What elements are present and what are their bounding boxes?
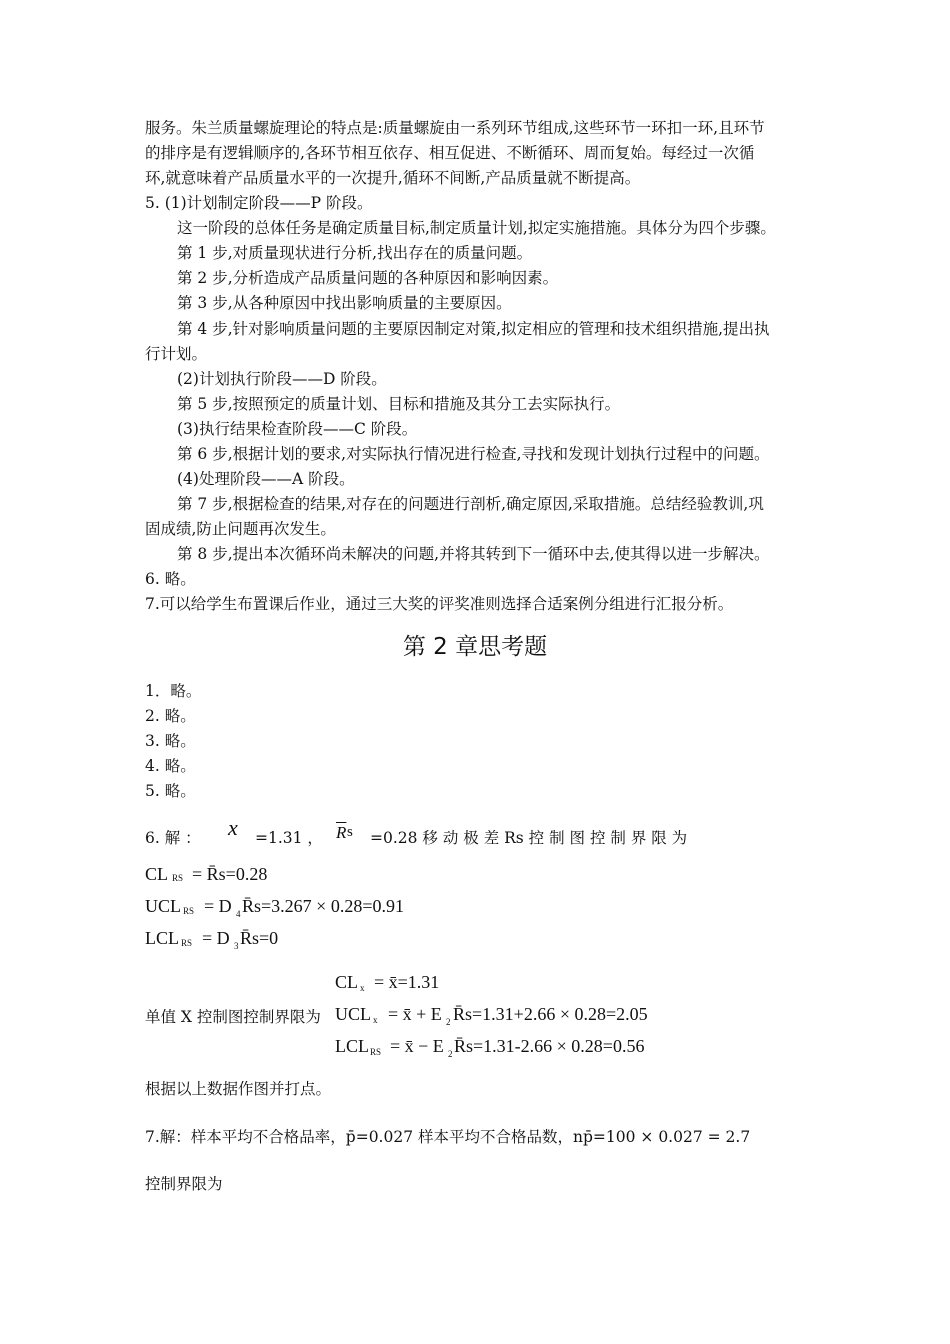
cl-x-label: CL [335, 972, 359, 992]
q6-lead: 6. 解 ： [145, 829, 201, 847]
lcl-x-formula: = x̄ − E [390, 1036, 444, 1056]
ucl-x-result: R̄s=1.31+2.66 × 0.28=2.05 [453, 1004, 648, 1024]
ucl-rs-d-sub: 4 [236, 909, 241, 919]
lcl-rs-label: LCL [145, 928, 179, 948]
answer-item: 4. 略。 [145, 757, 196, 775]
q6-r-value: =0.28 移 动 极 差 Rs 控 制 图 控 制 界 限 为 [370, 829, 688, 847]
ucl-x-label: UCL [335, 1004, 371, 1024]
single-x-label: 单值 X 控制图控制界限为 [145, 1008, 321, 1026]
cl-x-formula: = x̄=1.31 [374, 972, 440, 992]
q5-wrap: 行计划。 [145, 345, 208, 363]
q6-prev: 6. 略。 [145, 570, 196, 588]
q5-line: 第 1 步,对质量现状进行分析,找出存在的质量问题。 [177, 244, 533, 262]
ucl-x-formula: = x̄ + E [388, 1004, 442, 1024]
ucl-rs-label: UCL [145, 896, 181, 916]
answer-item: 1．略。 [145, 682, 202, 700]
cl-rs-sub: RS [172, 873, 184, 883]
q7-limits: 控制界限为 [145, 1175, 223, 1193]
q5-line: 这一阶段的总体任务是确定质量目标,制定质量计划,拟定实施措施。具体分为四个步骤。 [177, 219, 776, 237]
q5-line: 第 2 步,分析造成产品质量问题的各种原因和影响因素。 [177, 269, 559, 287]
q5-line: (3)执行结果检查阶段——C 阶段。 [177, 420, 418, 438]
lcl-rs-formula: = D [202, 928, 230, 948]
lcl-x-sub: RS [370, 1047, 382, 1057]
q6-x-symbol: x [228, 815, 238, 840]
q5-line: 第 4 步,针对影响质量问题的主要原因制定对策,拟定相应的管理和技术组织措施,提出执 [177, 320, 770, 338]
answer-item: 3. 略。 [145, 732, 196, 750]
ucl-rs-result: R̄s=3.267 × 0.28=0.91 [242, 896, 404, 916]
lcl-x-label: LCL [335, 1036, 369, 1056]
q5-line: 第 7 步,根据检查的结果,对存在的问题进行剖析,确定原因,采取措施。总结经验教训,巩 [177, 495, 764, 513]
q6-r-symbol: $\overline{R}$ [336, 823, 347, 842]
q5-line: (2)计划执行阶段——D 阶段。 [177, 370, 387, 388]
q5-wrap: 固成绩,防止问题再次发生。 [145, 520, 336, 538]
cl-x-sub: x [360, 983, 365, 993]
ucl-rs-sub: RS [183, 906, 195, 916]
ucl-x-e-sub: 2 [446, 1017, 451, 1027]
q5-line: (4)处理阶段——A 阶段。 [177, 470, 355, 488]
ucl-rs-formula: = D [204, 896, 232, 916]
lcl-x-result: R̄s=1.31-2.66 × 0.28=0.56 [454, 1036, 645, 1056]
lcl-x-e-sub: 2 [448, 1049, 453, 1059]
answer-item: 5. 略。 [145, 782, 196, 800]
cl-rs-formula: = R̄s=0.28 [192, 864, 268, 884]
q5-line: 第 5 步,按照预定的质量计划、目标和措施及其分工去实际执行。 [177, 395, 621, 413]
lcl-rs-result: R̄s=0 [240, 928, 279, 948]
chapter-title: 第 2 章思考题 [402, 634, 548, 660]
q7-prev: 7.可以给学生布置课后作业，通过三大奖的评奖准则选择合适案例分组进行汇报分析。 [145, 595, 734, 613]
answer-item: 2. 略。 [145, 707, 196, 725]
q5-step-8: 第 8 步,提出本次循环尚未解决的问题,并将其转到下一循环中去,使其得以进一步解决。 [177, 545, 770, 563]
q5-line: 第 6 步,根据计划的要求,对实际执行情况进行检查,寻找和发现计划执行过程中的问题。 [177, 445, 770, 463]
q6-r-sub: s [347, 824, 353, 840]
ucl-x-sub: x [373, 1015, 378, 1025]
para-1-line-3: 环,就意味着产品质量水平的一次提升,循环不间断,产品质量就不断提高。 [145, 169, 641, 187]
q5-heading: 5. (1)计划制定阶段——P 阶段。 [145, 194, 373, 212]
q6-x-value: =1.31 ， [255, 829, 323, 847]
para-1-line-1: 服务。朱兰质量螺旋理论的特点是:质量螺旋由一系列环节组成,这些环节一环扣一环,且环节 [145, 119, 765, 137]
plot-note: 根据以上数据作图并打点。 [145, 1080, 332, 1098]
lcl-rs-sub: RS [181, 938, 193, 948]
q7-text: 7.解：样本平均不合格品率，p̄=0.027 样本平均不合格品数，np̄=100 × 0.027 = 2.7 [145, 1128, 751, 1146]
q5-line: 第 3 步,从各种原因中找出影响质量的主要原因。 [177, 294, 512, 312]
lcl-rs-d-sub: 3 [234, 941, 239, 951]
cl-rs-label: CL [145, 864, 169, 884]
para-1-line-2: 的排序是有逻辑顺序的,各环节相互依存、相互促进、不断循环、周而复始。每经过一次循 [145, 144, 755, 162]
